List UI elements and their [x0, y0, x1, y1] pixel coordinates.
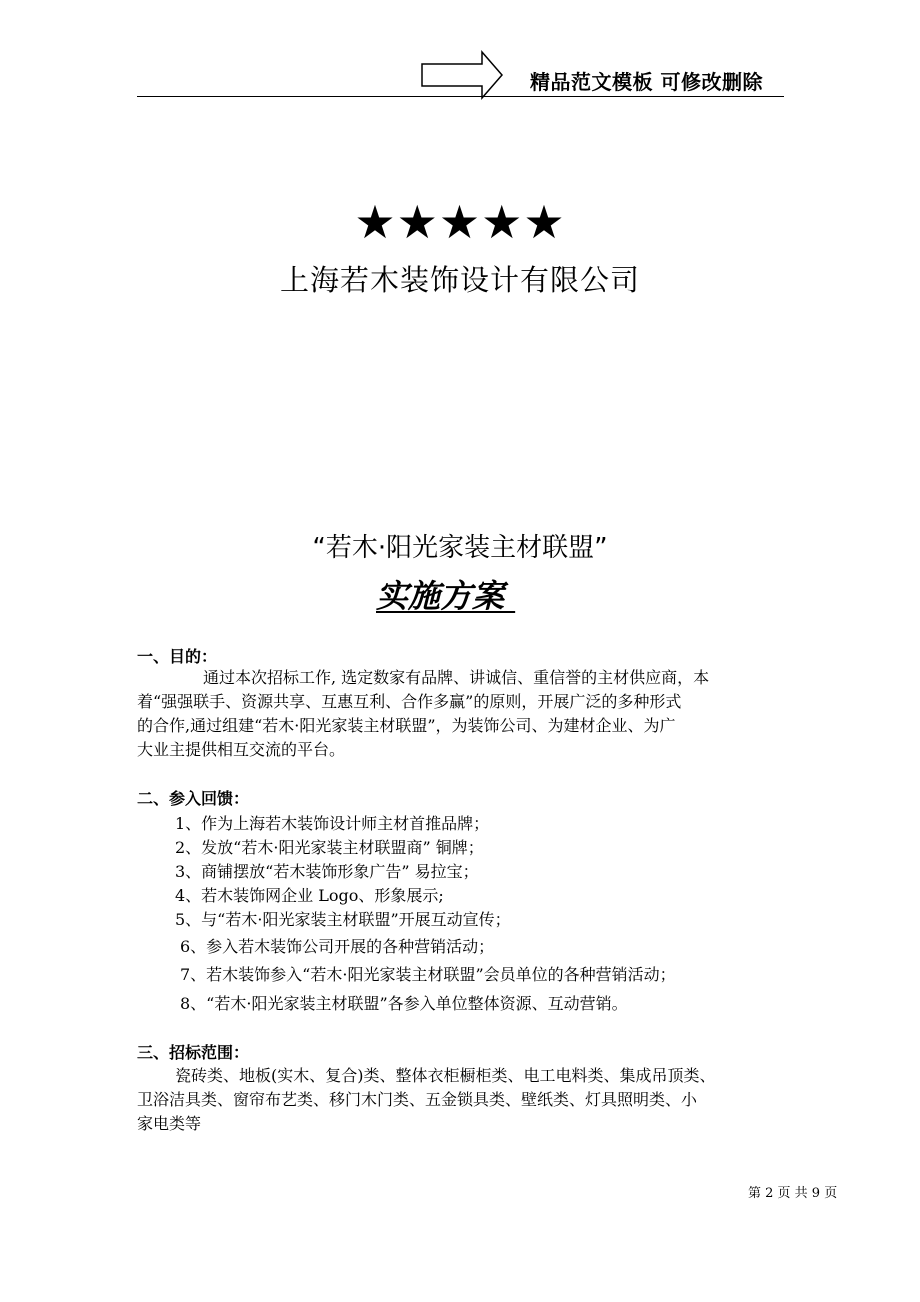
paragraph-line: 大业主提供相互交流的平台。 [137, 740, 346, 759]
list-item: 2、发放“若木·阳光家装主材联盟商” 铜牌； [175, 838, 484, 857]
company-name: 上海若木装饰设计有限公司 [279, 263, 640, 297]
paragraph-line: 卫浴洁具类、窗帘布艺类、移门木门类、五金锁具类、壁纸类、灯具照明类、小 [137, 1090, 698, 1109]
header-divider [137, 96, 784, 97]
template-badge: 精品范文模板 可修改删除 [530, 70, 763, 94]
section-heading: 三、招标范围： [137, 1043, 250, 1062]
plan-title: 实施方案 [376, 577, 516, 615]
paragraph-line: 的合作,通过组建“若木·阳光家装主材联盟”，为装饰公司、为建材企业、为广 [137, 716, 676, 735]
paragraph-line: 家电类等 [137, 1114, 202, 1133]
alliance-title: “若木·阳光家装主材联盟” [312, 533, 608, 563]
list-item: 4、若木装饰网企业 Logo、形象展示; [175, 886, 444, 905]
arrow-right-icon [420, 50, 504, 100]
list-item: 3、商铺摆放“若木装饰形象广告” 易拉宝； [175, 862, 479, 881]
paragraph-line: 瓷砖类、地板(实木、复合)类、整体衣柜橱柜类、电工电料类、集成吊顶类、 [175, 1066, 716, 1085]
rating-stars: ★★★★★ [354, 195, 566, 249]
section-heading: 二、参入回馈： [137, 789, 250, 808]
list-item: 6、参入若木装饰公司开展的各种营销活动； [180, 937, 495, 956]
list-item: 5、与“若木·阳光家装主材联盟”开展互动宣传； [175, 910, 511, 929]
section-heading: 一、目的： [137, 647, 218, 666]
page-number: 第 2 页 共 9 页 [748, 1186, 838, 1201]
paragraph-line: 着“强强联手、资源共享、互惠互利、合作多赢”的原则，开展广泛的多种形式 [137, 692, 682, 711]
list-item: 7、若木装饰参入“若木·阳光家装主材联盟”会员单位的各种营销活动； [180, 965, 676, 984]
paragraph-line: 通过本次招标工作, 选定数家有品牌、讲诚信、重信誉的主材供应商，本 [203, 668, 710, 687]
list-item: 8、“若木·阳光家装主材联盟”各参入单位整体资源、互动营销。 [180, 994, 628, 1013]
list-item: 1、作为上海若木装饰设计师主材首推品牌； [175, 814, 490, 833]
